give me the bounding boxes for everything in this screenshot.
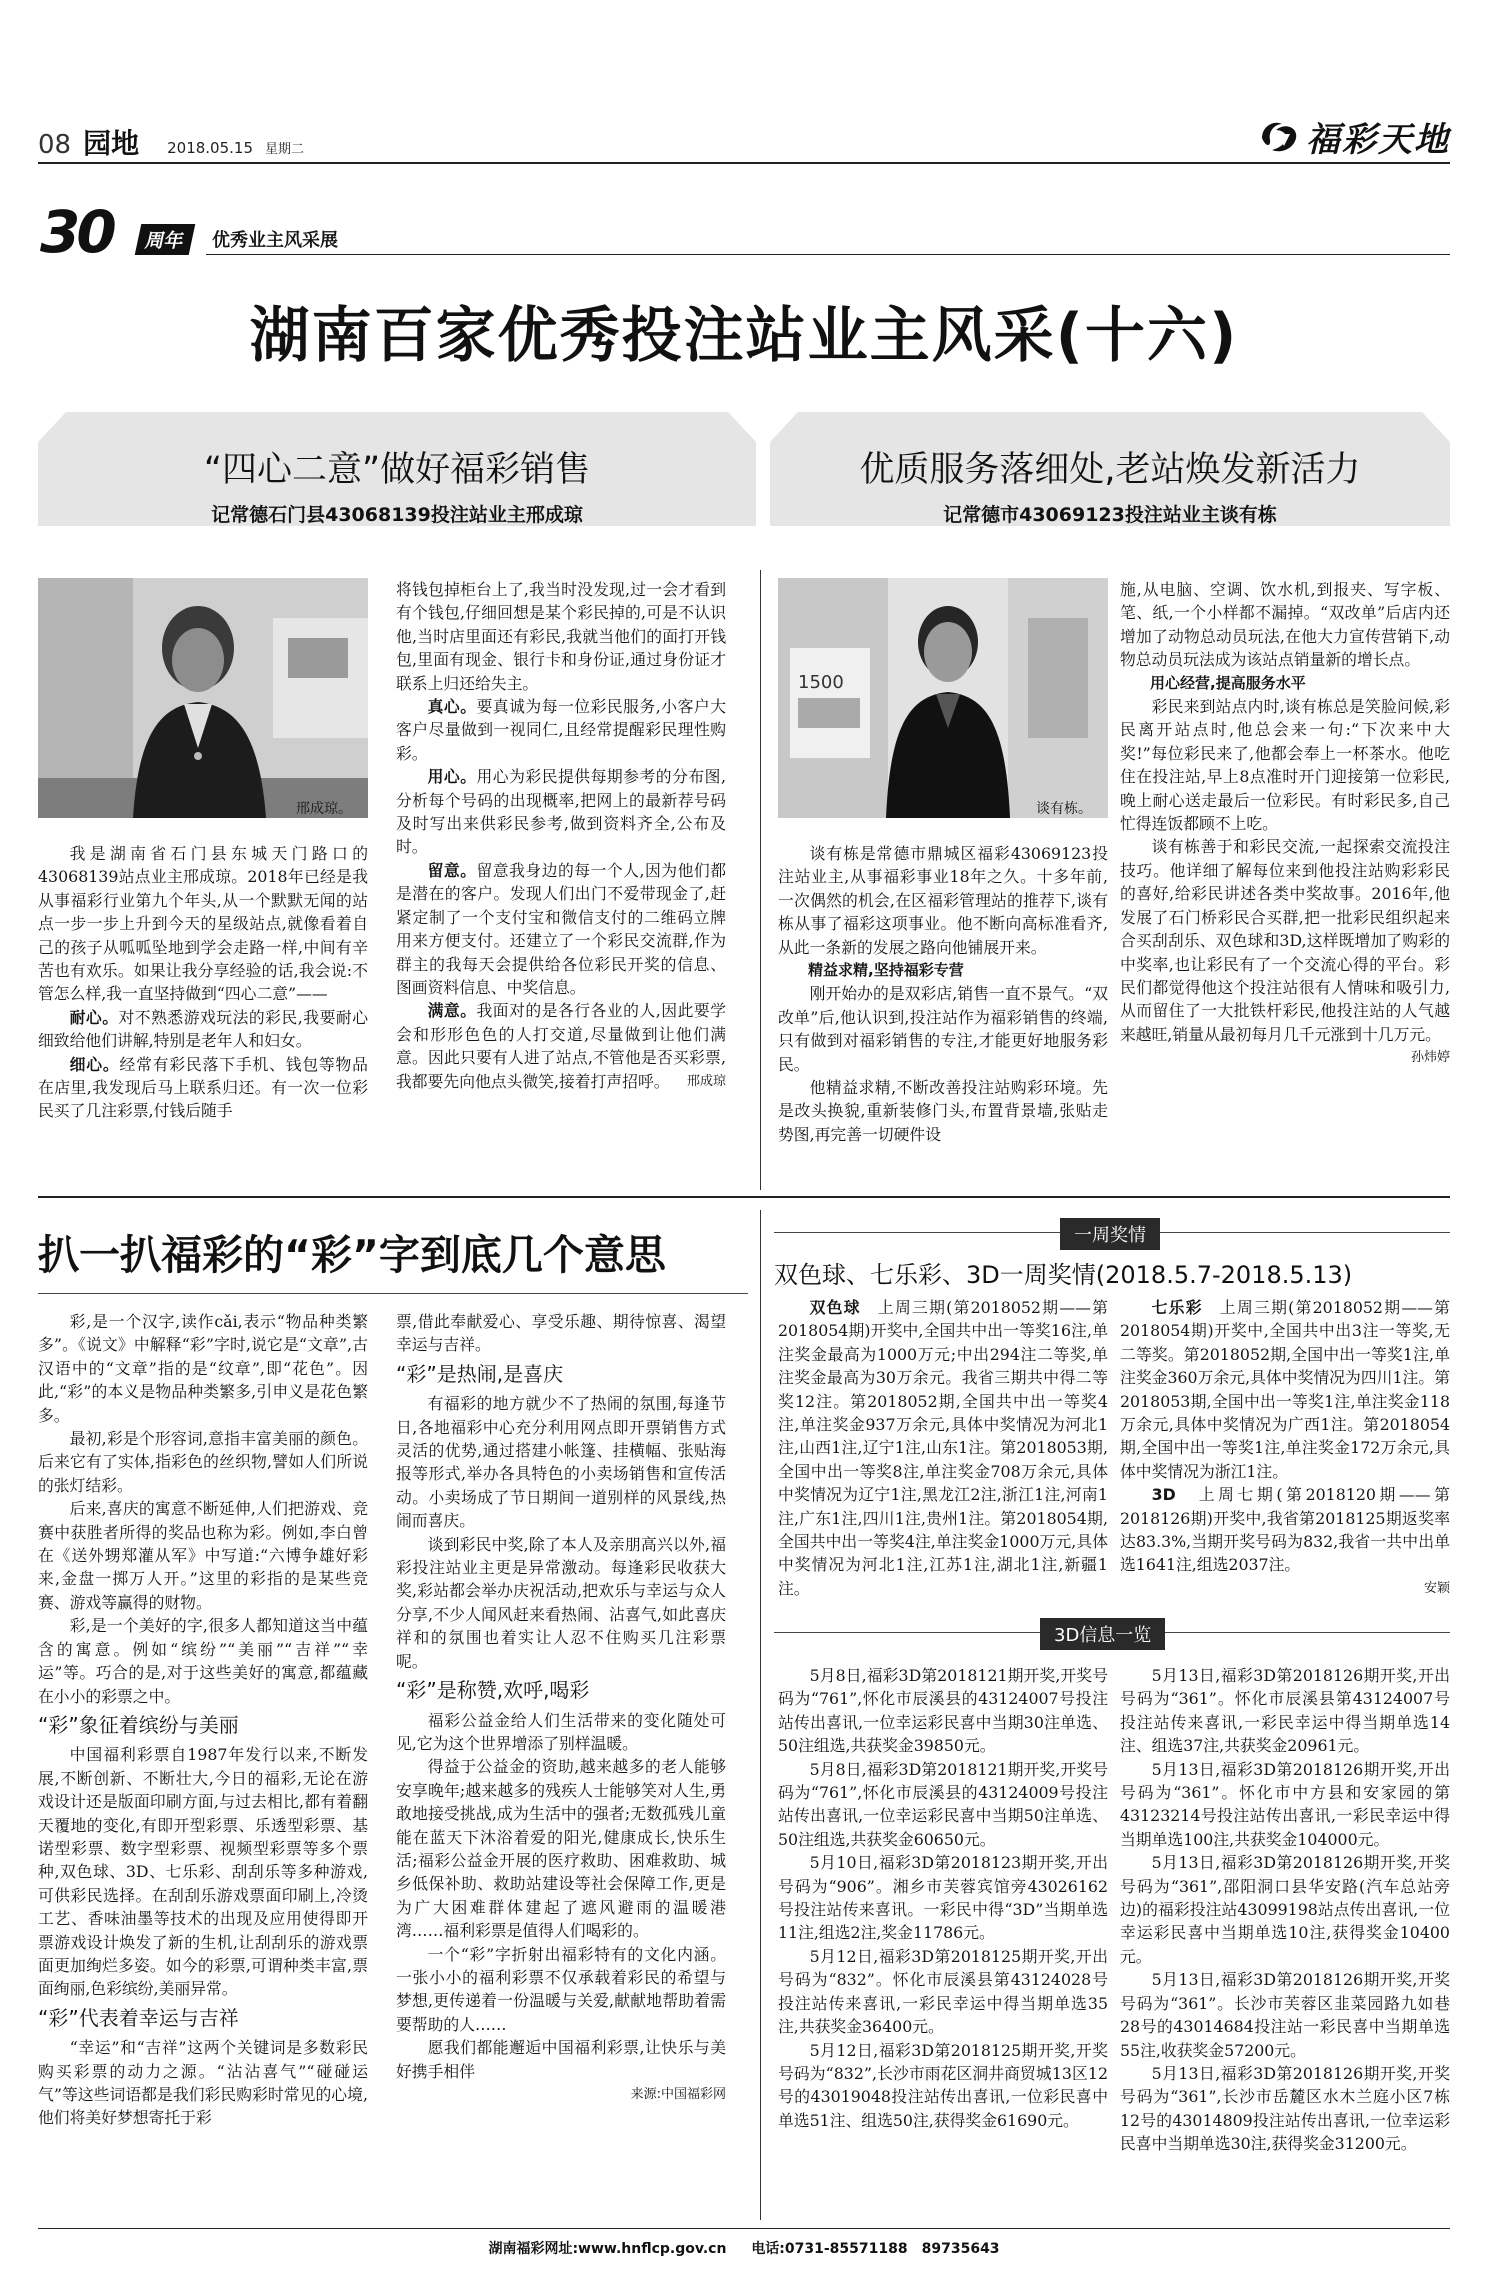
- paragraph: 3D 上周七期(第2018120期——第2018126期)开奖中,我省第2018125期返奖率达83.3%,当期开奖号码为832,我省一共中出单选1641注,组选2037注。: [1120, 1485, 1450, 1575]
- headline-rule: [38, 1293, 748, 1294]
- paragraph: 后来,喜庆的寓意不断延伸,人们把游戏、竞赛中获胜者所得的奖品也称为彩。例如,李白曾在《送外甥郑灌从军》中写道:“六博争雄好彩来,金盘一掷万人开。”这里的彩指的是某些竞赛、游戏等赢得的财物。: [38, 1499, 368, 1612]
- left-story-signature: 邢成琼: [686, 1073, 726, 1089]
- box-corner-decoration: [770, 412, 798, 526]
- anniversary-rule: [206, 254, 1450, 255]
- paragraph: 5月12日,福彩3D第2018125期开奖,开奖号码为“832”,长沙市雨花区洞井商贸城13区12号的43019048投注站传出喜讯,一位彩民喜中单选51注、组选50注,获得奖金61690元。: [778, 2040, 1108, 2130]
- paragraph: 他精益求精,不断改善投注站购彩环境。先是改头换貌,重新装修门头,布置背景墙,张贴走势图,再完善一切硬件设: [778, 1078, 1108, 1144]
- paragraph: “幸运”和“吉祥”这两个关键词是多数彩民购买彩票的动力之源。“沾沾喜气”“碰碰运气”等这些词语都是我们彩民购彩时常见的心境,他们将美好梦想寄托于彩: [38, 2038, 368, 2128]
- lottery-week-title: 双色球、七乐彩、3D一周奖情(2018.5.7-2018.5.13): [774, 1261, 1353, 1289]
- bottom-story-col-2: [396, 1310, 726, 2106]
- left-story-byline: 记常德石门县43068139投注站业主邢成琼: [211, 504, 583, 526]
- brand-logo: [1258, 112, 1450, 161]
- paragraph: 愿我们都能邂逅中国福利彩票,让快乐与美好携手相伴: [396, 2038, 726, 2081]
- paragraph: 用心。用心为彩民提供每期参考的分布图,分析每个号码的出现概率,把网上的最新荐号码及时写出来供彩民参考,做到资料齐全,公布及时。: [396, 767, 726, 857]
- paragraph: 彩,是一个汉字,读作cǎi,表示“物品种类繁多”。《说文》中解释“彩”字时,说它是“文章”,古汉语中的“文章”指的是“纹章”,即“花色”。因此,“彩”的本义是物品种类繁多,引申义是花色繁多。: [38, 1312, 368, 1425]
- portrait-woman-image: [38, 578, 368, 818]
- right-headline-box: [770, 412, 1450, 526]
- paragraph: 七乐彩 上周三期(第2018052期——第2018054期)开奖中,全国共中出3注一等奖,无二等奖。第2018052期,全国中出一等奖1注,单注奖金360万余元,具体中奖情况为四川1注。第2018053期,全国中出一等奖1注,单注奖金118万余元,具体中奖情况为广西1注。第2018054期,全国中出一等奖1注,单注奖金172万余元,具体中奖情况为浙江1注。: [1120, 1298, 1450, 1481]
- paragraph: 刚开始办的是双彩店,销售一直不景气。“双改单”后,他认识到,投注站作为福彩销售的终端,只有做到对福彩销售的专注,才能更好地服务彩民。: [778, 984, 1108, 1074]
- paragraph: 一个“彩”字折射出福彩特有的文化内涵。一张小小的福利彩票不仅承载着彩民的希望与梦想,更传递着一份温暖与关爱,献献地帮助着需要帮助的人……: [396, 1944, 726, 2034]
- paragraph: 最初,彩是个形容词,意指丰富美丽的颜色。后来它有了实体,指彩色的丝织物,譬如人们所说的张灯结彩。: [38, 1429, 368, 1495]
- info-3d-col-2: [1120, 1664, 1450, 2156]
- left-photo-caption: 邢成琼。: [296, 801, 352, 817]
- right-story-headline: 优质服务落细处,老站焕发新活力: [859, 450, 1361, 490]
- left-story-col-2: [396, 578, 726, 1093]
- paragraph: 施,从电脑、空调、饮水机,到报夹、写字板、笔、纸,一个小样都不漏掉。“双改单”后店内还增加了动物总动员玩法,在他大力宣传营销下,动物总动员玩法成为该站点销量新的增长点。: [1120, 580, 1450, 670]
- paragraph: 双色球 上周三期(第2018052期——第2018054期)开奖中,全国共中出一等奖16注,单注奖金最高为1000万元;中出294注二等奖,单注奖金最高为30万余元。我省三期共中得二等奖12注。第2018052期,全国共中出一等奖4注,单注奖金937万余元,具体中奖情况为河北1注,山西1注,辽宁1注,山东1注。第2018053期,全国中出一等奖8注,单注奖金708万余元,具体中奖情况为辽宁1注,黑龙江2注,浙江1注,河南1注,广东1注,四川1注,贵州1注。第2018054期,全国共中出一等奖4注,单注奖金1000万元,具体中奖情况为河北1注,江苏1注,湖北1注,新疆1注。: [778, 1298, 1108, 1598]
- footer-rule: [38, 2228, 1450, 2229]
- paragraph: 真心。要真诚为每一位彩民服务,小客户大客户尽量做到一视同仁,且经常提醒彩民理性购彩。: [396, 697, 726, 763]
- paragraph: 票,借此奉献爱心、享受乐趣、期待惊喜、渴望幸运与吉祥。: [396, 1312, 726, 1355]
- page-header: [38, 122, 304, 158]
- page-footer: [0, 2238, 1488, 2258]
- subheading: 精益求精,坚持福彩专营: [808, 961, 964, 980]
- brand-emblem-icon: [1258, 116, 1300, 158]
- info-3d-col-1: [778, 1664, 1108, 2132]
- paragraph: 5月10日,福彩3D第2018123期开奖,开出号码为“906”。湘乡市芙蓉宾馆旁43026162号投注站传来喜讯。一彩民中得“3D”当期单选11注,组选2注,奖金11786元。: [778, 1853, 1108, 1943]
- issue-weekday: 星期二: [265, 142, 305, 157]
- box-corner-decoration: [1422, 412, 1450, 526]
- bottom-story-col-1: [38, 1310, 368, 2130]
- lottery-week-col-1: [778, 1296, 1108, 1600]
- paragraph: 得益于公益金的资助,越来越多的老人能够安享晚年;越来越多的残疾人士能够笑对人生,勇敢地接受挑战,成为生活中的强者;无数孤残儿童能在蓝天下沐浴着爱的阳光,健康成长,快乐生活;福彩公益金开展的医疗救助、困难救助、城乡低保补助、救助站建设等社会保障工作,更是为广大困难群体建起了遮风避雨的温暖港湾……福利彩票是值得人们喝彩的。: [396, 1757, 726, 1941]
- subheading: “彩”象征着缤纷与美丽: [38, 1712, 239, 1737]
- subheading: 用心经营,提高服务水平: [1150, 673, 1306, 692]
- column-divider: [760, 570, 761, 1190]
- brand-name: 福彩天地: [1306, 120, 1450, 160]
- paragraph: 留意。留意我身边的每一个人,因为他们都是潜在的客户。发现人们出门不爱带现金了,赶紧定制了一个支付宝和微信支付的二维码立牌用来方便支付。还建立了一个彩民交流群,作为群主的我每天会提供给各位彩民开奖的信息、图画资料信息、中奖信息。: [396, 860, 726, 997]
- info-3d-tag: 3D信息一览: [1040, 1618, 1165, 1650]
- right-story-col-1: [778, 842, 1108, 1146]
- paragraph: 中国福利彩票自1987年发行以来,不断发展,不断创新、不断壮大,今日的福彩,无论在游戏设计还是版面印刷方面,与过去相比,都有着翻天覆地的变化,有即开型彩票、乐透型彩票、基诺型彩票、数字型彩票、视频型彩票等多个票种,双色球、3D、七乐彩、刮刮乐等多种游戏,可供彩民选择。在刮刮乐游戏票面印刷上,冷烫工艺、香味油墨等技术的出现及应用使得即开票游戏设计焕发了新的生机,让刮刮乐的游戏票面更加绚烂多姿。如今的彩票,可谓种类丰富,票面绚丽,色彩缤纷,美丽异常。: [38, 1745, 368, 1999]
- paragraph: 5月8日,福彩3D第2018121期开奖,开奖号码为“761”,怀化市辰溪县的43124009号投注站传出喜讯,一位幸运彩民喜中当期50注单选、50注组选,共获奖金60650元。: [778, 1759, 1108, 1849]
- page-number: 08: [38, 130, 72, 160]
- anniversary-banner: [40, 198, 1450, 266]
- section-name: 园地: [83, 127, 140, 160]
- paragraph: 满意。我面对的是各行各业的人,因此要学会和形形色色的人打交道,尽量做到让他们满意。因此只要有人进了站点,不管他是否买彩票,我都要先向他点头微笑,接着打声招呼。 邢成琼: [396, 999, 726, 1093]
- paragraph: 谈到彩民中奖,除了本人及亲朋高兴以外,福彩投注站业主更是异常激动。每逢彩民收获大奖,彩站都会举办庆祝活动,把欢乐与幸运与众人分享,不少人闻风赶来看热闹、沾喜气,如此喜庆祥和的氛围也着实让人忍不住购买几注彩票呢。: [396, 1534, 726, 1671]
- paragraph: 5月12日,福彩3D第2018125期开奖,开出号码为“832”。怀化市辰溪县第43124028号投注站传来喜讯,一彩民幸运中得当期单选35注,共获奖金36400元。: [778, 1946, 1108, 2037]
- paragraph: 5月13日,福彩3D第2018126期开奖,开出号码为“361”。怀化市中方县和安家园的第43123214号投注站传出喜讯,一彩民幸运中得当期单选100注,共获奖金104000元。: [1120, 1759, 1450, 1849]
- page-title: 湖南百家优秀投注站业主风采(十六): [249, 301, 1239, 371]
- paragraph: 将钱包掉柜台上了,我当时没发现,过一会才看到有个钱包,仔细回想是某个彩民掉的,可是不认识他,当时店里面还有彩民,我就当他们的面打开钱包,里面有现金、银行卡和身份证,通过身份证才联系上归还给失主。: [396, 580, 726, 693]
- left-story-col-1: [38, 842, 368, 1123]
- photo-xing-chengqiong: [38, 578, 368, 818]
- anniversary-unit: 周年: [135, 224, 196, 255]
- box-corner-decoration: [38, 412, 66, 526]
- column-divider: [760, 1210, 761, 2220]
- lottery-week-col-2: [1120, 1296, 1450, 1600]
- portrait-man-image: [778, 578, 1108, 818]
- paragraph: 福彩公益金给人们生活带来的变化随处可见,它为这个世界增添了别样温暖。: [396, 1710, 726, 1753]
- footer-website: 湖南福彩网址:www.hnflcp.gov.cn: [488, 2241, 727, 2257]
- anniversary-caption: 优秀业主风采展: [212, 230, 338, 251]
- right-story-signature: 孙炜婷: [1410, 1050, 1450, 1066]
- paragraph: 5月13日,福彩3D第2018126期开奖,开奖号码为“361”,邵阳洞口县华安路(汽车总站旁边)的福彩投注站43099198站点传出喜讯,一位幸运彩民喜中当期单选10注,获得奖金10400元。: [1120, 1853, 1450, 1966]
- paragraph: 5月8日,福彩3D第2018121期开奖,开奖号码为“761”,怀化市辰溪县的43124007号投注站传出喜讯,一位幸运彩民喜中当期30注单选、50注组选,共获奖金39850元。: [778, 1666, 1108, 1756]
- photo-tan-youdong: [778, 578, 1108, 818]
- section-rule: [38, 1196, 1450, 1198]
- left-story-headline: “四心二意”做好福彩销售: [203, 450, 591, 490]
- footer-phone: 电话:0731-85571188 89735643: [751, 2241, 1000, 2257]
- anniversary-number: 30: [40, 198, 113, 266]
- paragraph: 5月13日,福彩3D第2018126期开奖,开出号码为“361”。怀化市辰溪县第43124007号投注站传来喜讯,一彩民幸运中得当期单选14注、组选37注,共获奖金20961元。: [1120, 1666, 1450, 1756]
- paragraph: 彩民来到站点内时,谈有栋总是笑脸问候,彩民离开站点时,他总会来一句:“下次来中大奖!”每位彩民来了,他都会奉上一杯茶水。他吃住在投注站,早上8点准时开门迎接第一位彩民,晚上耐心送走最后一位彩民。有时彩民多,自己忙得连饭都顾不上吃。: [1120, 697, 1450, 834]
- paragraph: 彩,是一个美好的字,很多人都知道这当中蕴含的寓意。例如“缤纷”“美丽”“吉祥”“幸运”等。巧合的是,对于这些美好的寓意,都蕴藏在小小的彩票之中。: [38, 1616, 368, 1706]
- right-story-col-2: [1120, 578, 1450, 1070]
- paragraph: 5月13日,福彩3D第2018126期开奖,开奖号码为“361”。长沙市芙蓉区韭菜园路九如巷28号的43014684投注站一彩民喜中当期单选55注,收获奖金57200元。: [1120, 1970, 1450, 2060]
- paragraph: 耐心。对不熟悉游戏玩法的彩民,我要耐心细致给他们讲解,特别是老年人和妇女。: [38, 1007, 368, 1051]
- right-photo-caption: 谈有栋。: [1036, 801, 1092, 817]
- lottery-week-signature: 安颖: [1423, 1580, 1450, 1596]
- paragraph: 细心。经常有彩民落下手机、钱包等物品在店里,我发现后马上联系归还。有一次一位彩民买了几注彩票,付钱后随手: [38, 1054, 368, 1121]
- issue-date: 2018.05.15: [167, 139, 253, 157]
- paragraph: 谈有栋是常德市鼎城区福彩43069123投注站业主,从事福彩事业18年之久。十多年前,一次偶然的机会,在区福彩管理站的推荐下,谈有栋从事了福彩这项事业。他不断向高标准看齐,从此一条新的发展之路向他铺展开来。: [778, 844, 1108, 957]
- paragraph: 有福彩的地方就少不了热闹的氛围,每逢节日,各地福彩中心充分利用网点即开票销售方式灵活的优势,通过搭建小帐篷、挂横幅、张贴海报等形式,举办各具特色的小卖场销售和宣传活动。小卖场成了节日期间一道别样的风景线,热闹而喜庆。: [396, 1394, 726, 1531]
- box-corner-decoration: [728, 412, 756, 526]
- right-story-byline: 记常德市43069123投注站业主谈有栋: [943, 504, 1277, 526]
- paragraph: 5月13日,福彩3D第2018126期开奖,开奖号码为“361”,长沙市岳麓区水木兰庭小区7栋12号的43014809投注站传出喜讯,一位幸运彩民喜中当期单选30注,获得奖金31200元。: [1120, 2063, 1450, 2154]
- lottery-week-tag: 一周奖情: [1060, 1218, 1160, 1250]
- subheading: “彩”代表着幸运与吉祥: [38, 2005, 239, 2030]
- subheading: “彩”是称赞,欢呼,喝彩: [396, 1678, 590, 1703]
- bottom-story-source: 来源:中国福彩网: [630, 2087, 726, 2102]
- left-headline-box: [38, 412, 756, 526]
- bottom-story-headline: 扒一扒福彩的“彩”字到底几个意思: [38, 1231, 666, 1279]
- header-rule: [38, 162, 1450, 164]
- poster-number: 1500: [798, 672, 844, 693]
- subheading: “彩”是热闹,是喜庆: [396, 1361, 564, 1386]
- paragraph: 我是湖南省石门县东城天门路口的43068139站点业主邢成琼。2018年已经是我从事福彩行业第九个年头,从一个默默无闻的站点一步一步上升到今天的星级站点,就像看着自己的孩子从呱呱坠地到学会走路一样,中间有辛苦也有欢乐。如果让我分享经验的话,我会说:不管怎么样,我一直坚持做到“四心二意”——: [38, 844, 368, 1004]
- paragraph: 谈有栋善于和彩民交流,一起探索交流投注技巧。他详细了解每位来到他投注站购彩彩民的喜好,给彩民讲述各类中奖故事。2016年,他发展了石门桥彩民合买群,把一批彩民组织起来合买刮刮乐、双色球和3D,这样既增加了购彩的中奖率,也让彩民有了一个交流心得的平台。彩民们都觉得他这个投注站很有人情味和吸引力,从而留住了一大批铁杆彩民,他投注站的人气越来越旺,销量从最初每月几千元涨到十几万元。: [1120, 837, 1450, 1044]
